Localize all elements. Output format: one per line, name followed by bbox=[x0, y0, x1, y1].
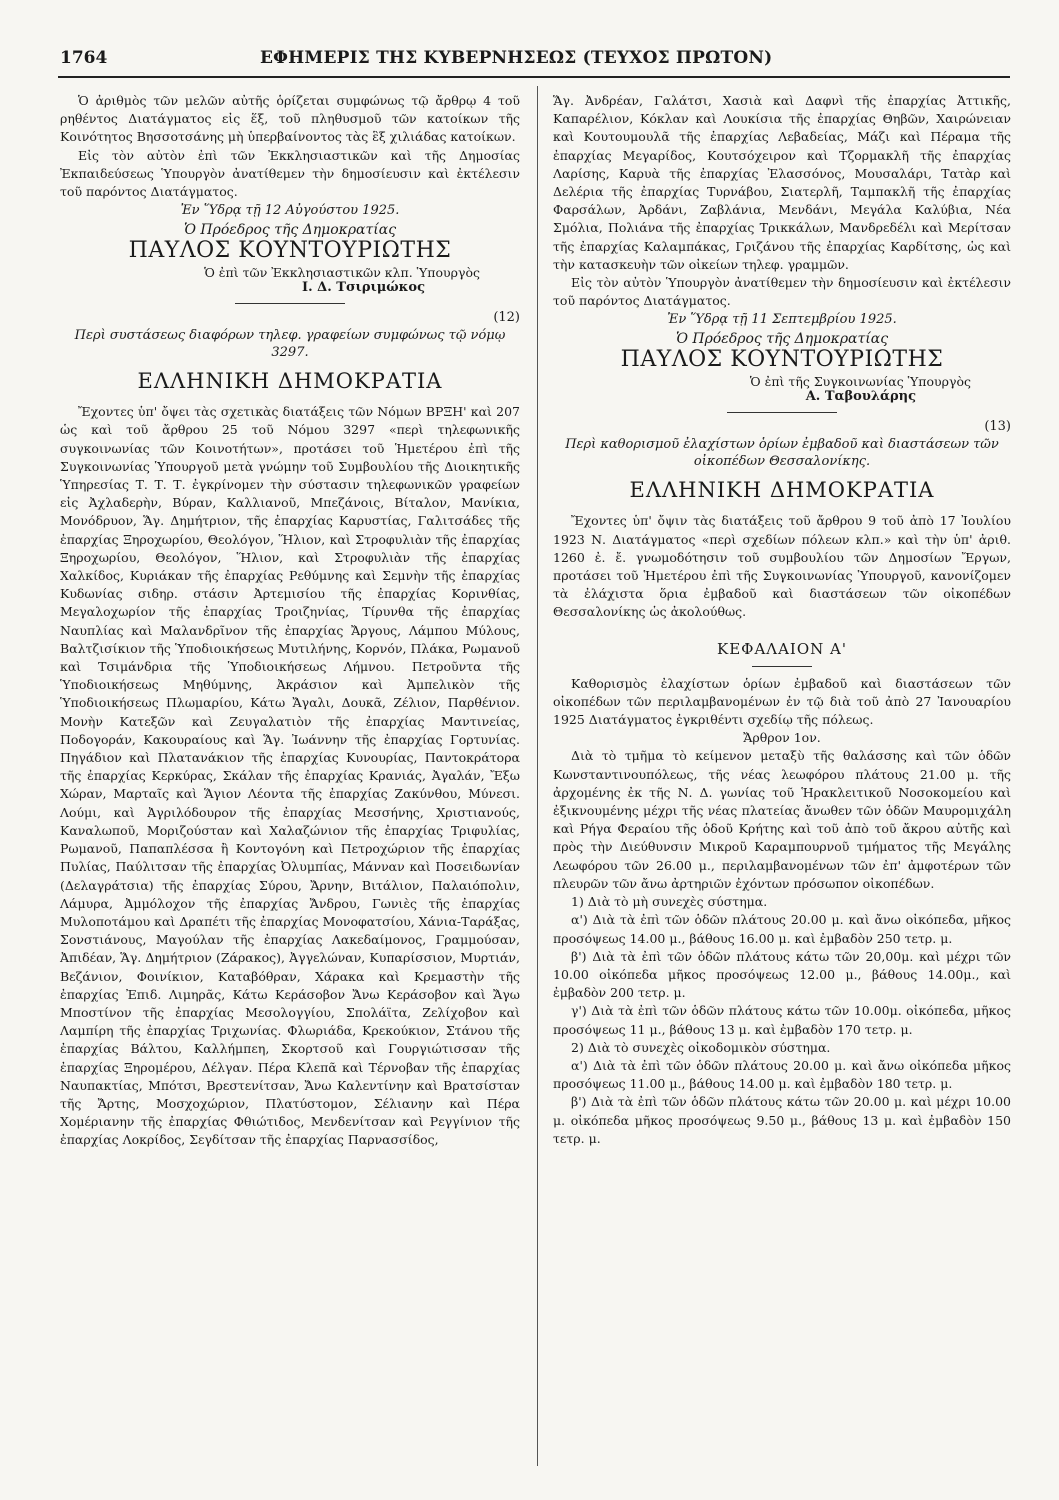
section-rule bbox=[235, 303, 345, 304]
header-rule bbox=[58, 76, 1010, 78]
decree-date: Ἐν Ὕδρᾳ τῇ 11 Σεπτεμβρίου 1925. bbox=[667, 312, 897, 328]
minister-name: Α. Ταβουλάρης bbox=[805, 389, 916, 405]
decree-body: Ἔχοντες ὑπ' ὄψει τὰς σχετικὰς διατάξεις τῶν Νόμων ΒΡΞΗ' καὶ 207 ὡς καὶ τοῦ ἄρθρου 25 τοῦ Νόμου 3297 «περὶ τηλεφωνικῆς συγκοινωνίας τῶν Κοινοτήτων», προτάσει τοῦ Ἡμετέρου ἐπὶ τῆς Συγκοινωνίας Ὑπουργοῦ μετὰ γνώμην τοῦ Συμβουλίου τῆς Διοικητικῆς Ὑπηρεσίας Τ. Τ. Τ. ἐγκρίνομεν τὴν σύστασιν τηλεφωνικῶν γραφείων εἰς Ἀχλαδερὴν, Βύραν, Καλλιανοῦ, Μπεζάνοις, Βίταλον, Μανίκια, Μονόδρυον, Ἅγ. Δημήτριον, τῆς ἐπαρχίας Καρυστίας, Γαλιτσάδες τῆς ἐπαρχίας Ξηροχωρίου, Θεολόγον, Ἥλιον, καὶ Στροφυλιὰν τῆς ἐπαρχίας Ξηροχωρίου, Θεολόγον, Ἥλιον, καὶ Στροφυλιὰν τῆς ἐπαρχίας Χαλκίδος, Κυριάκαν τῆς ἐπαρχίας Ρεθύμνης καὶ Σεμνὴν τῆς ἐπαρχίας Κυδωνίας σιδηρ. στάσιν Ἀρτεμισίου τῆς ἐπαρχίας Κορινθίας, Μεγαλοχωρίον τῆς ἐπαρχίας Τροιζηνίας, Τίρυνθα τῆς ἐπαρχίας Ναυπλίας καὶ Μαλανδρῖνον τῆς ἐπαρχίας Ἄργους, Λάμπου Μύλους, Βαλτζισίκιον τῆς Ὑποδιοικήσεως Μυτιλήνης, Κορνόν, Πλάκα, Ρωμανοῦ καὶ Τσιμάνδρια τῆς Ὑποδιοικήσεως Λήμνου. Πετροῦντα τῆς Ὑποδιοικήσεως Μηθύμνης, Ἀκράσιον καὶ Ἀμπελικὸν τῆς Ὑποδιοικήσεως Πλωμαρίου, Κάτω Ἄγαλι, Δουκᾶ, Ζέλιον, Παρθένιον. Μονὴν Κατεξῶν καὶ Ζευγαλατιὸν τῆς ἐπαρχίας Μαντινείας, Ποδογοράν, Κακουραίους καὶ Ἅγ. Ἰωάννην τῆς ἐπαρχίας Γορτυνίας. Πηγάδιον καὶ Πλατανάκιον τῆς ἐπαρχίας Κυνουρίας, Παντοκράτορα τῆς ἐπαρχίας Κερκύρας, Σκάλαν τῆς ἐπαρχίας Κρανιάς, Ἀγαλάν, Ἔξω Χώραν, Μαρταῖς καὶ Ἅγιον Λέοντα τῆς ἐπαρχίας Ζακύνθου, Μύνεσι. Λούμι, καὶ Ἀγριλόδουρον τῆς ἐπαρχίας Μεσσήνης, Χριστιανούς, Καναλωποῦ, Μοριζούσταν καὶ Χαλαζώνιον τῆς ἐπαρχίας Τριφυλίας, Ρωμανοῦ, Παπαπλέσσα ἢ Κοντογόνη καὶ Πετροχώριον τῆς ἐπαρχίας Πυλίας, Παύλιτσαν τῆς ἐπαρχίας Ὀλυμπίας, Μάνναν καὶ Ποσειδωνίαν (Δελαγράτσια) τῆς ἐπαρχίας Σύρου, Ἄρνην, Βιτάλιον, Παλαιόπολιν, Λάμυρα, Ἀμμόλοχον τῆς ἐπαρχίας Ἄνδρου, Γωνιὲς τῆς ἐπαρχίας Μυλοποτάμου καὶ Δραπέτι τῆς ἐπαρχίας Μονοφατσίου, Χάνια-Ταράξας, Σονστιάνους, Μαγούλαν τῆς ἐπαρχίας Λακεδαίμονος, Γραμμούσαν, Ἀπιδέαν, Ἅγ. Δημήτριον (Ζάρακος), Ἀγγελώναν, Κυπαρίσσιον, Μυρτιάν, Βεζάνιον, Φοινίκιον, Καταβόθραν, Χάρακα καὶ Κρεμαστὴν τῆς ἐπαρχίας Ἐπιδ. Λιμηρᾶς, Κάτω Κεράσοβον Ἄνω Κεράσοβον καὶ Ἄγω Μποστίνον τῆς ἐπαρχίας Μεσολογγίου, Σπολάϊτα, Ζελίχοβον καὶ Λαμπίρη τῆς ἐπαρχίας Τριχωνίας. Φλωριάδα, Κρεκούκιον, Στάνου τῆς ἐπαρχίας Βάλτου, Καλλήμπεη, Σκορτσοῦ καὶ Γουργιώτισσαν τῆς ἐπαρχίας Ξηρομέρου, Δέλγαν. Πέρα Κλεπᾶ καὶ Τέρνοβαν τῆς ἐπαρχίας Ναυπακτίας, Μπότσι, Βρεστενίτσαν, Ἄνω Καλεντίνην καὶ Βρατσίσταν τῆς Ἄρτης, Μοσχοχώριον, Πλατύστομον, Σέλιανην καὶ Πέρα Χομέριανην τῆς ἐπαρχίας Φθιώτιδος, Μενδενίτσαν καὶ Ρεγγίνιον τῆς ἐπαρχίας Λοκρίδος, Σεγδίτσαν τῆς ἐπαρχίας Παρνασσίδος, bbox=[60, 404, 521, 1148]
column-divider bbox=[537, 86, 538, 1466]
decree-number: (13) bbox=[984, 419, 1011, 435]
list-item: γ') Διὰ τὰ ἐπὶ τῶν ὁδῶν πλάτους κάτω τῶν 10.00μ. οἰκόπεδα, μῆκος προσόψεως 11 μ., βάθους 13 μ. καὶ ἐμβαδὸν 170 τετρ. μ. bbox=[553, 1003, 1011, 1037]
paragraph: Ὁ ἀριθμὸς τῶν μελῶν αὐτῆς ὁρίζεται συμφώνως τῷ ἄρθρῳ 4 τοῦ ρηθέντος Διατάγματος εἰς ἕξ, τοῦ πληθυσμοῦ τῶν κατοίκων τῆς Κοινότητος Βησσοτσάνης μὴ ὑπερβαίνοντος τὰς ἓξ χιλιάδας κατοίκων. bbox=[60, 93, 520, 145]
left-column bbox=[60, 92, 520, 1150]
president-label: Ὁ Πρόεδρος τῆς Δημοκρατίας bbox=[183, 222, 397, 239]
list-item: 1) Διὰ τὸ μὴ συνεχὲς σύστημα. bbox=[571, 894, 768, 910]
page-header bbox=[60, 48, 1010, 78]
list-item: β') Διὰ τὰ ἐπὶ τῶν ὁδῶν πλάτους κάτω τῶν 20,00μ. καὶ μέχρι τῶν 10.00 οἰκόπεδα μῆκος προσόψεως 12.00 μ., βάθους 14.00μ., καὶ ἐμβαδὸν 200 τετρ. μ. bbox=[553, 948, 1011, 1001]
president-name: ΠΑΥΛΟΣ ΚΟΥΝΤΟΥΡΙΩΤΗΣ bbox=[620, 347, 944, 373]
article-heading: Ἄρθρον 1ον. bbox=[743, 730, 821, 746]
chapter-text: Καθορισμὸς ἐλαχίστων ὁρίων ἐμβαδοῦ καὶ διαστάσεων τῶν οἰκοπέδων τῶν περιλαμβανομένων ἐν τῷ διὰ τοῦ ἀπὸ 27 Ἰανουαρίου 1925 Διατάγματος ἐγκριθέντι σχεδίῳ τῆς πόλεως. bbox=[553, 675, 1011, 728]
page-number: 1764 bbox=[60, 48, 108, 68]
minister-name: Ι. Δ. Τσιριμώκος bbox=[302, 280, 425, 296]
article-text: Διὰ τὸ τμῆμα τὸ κείμενον μεταξὺ τῆς θαλάσσης καὶ τῶν ὁδῶν Κωνσταντινουπόλεως, τῆς νέας λεωφόρου πλάτους 21.00 μ. τῆς ἀρχομένης ἐκ τῆς Ν. Δ. γωνίας τοῦ Ἡρακλειτικοῦ Νοσοκομείου καὶ ἐξικνουμένης μέχρι τῆς νέας πλατείας ἄνωθεν τῶν ὁδῶν Μαυρομιχάλη καὶ Ρήγα Φεραίου τῆς ὁδοῦ Κρήτης καὶ τοῦ ἀπὸ τοῦ ἄκρου αὐτῆς καὶ πρὸς τὴν Διεύθυνσιν Μικροῦ Καραμπουρνοῦ τμήματος τῆς Μεγάλης Λεωφόρου τῶν 26.00 μ., περιλαμβανομένων τῶν ἐπ' ἀμφοτέρων τῶν πλευρῶν τῶν ἄνω ἀρτηριῶν ἐχόντων πρόσωπον οἰκοπέδων. bbox=[553, 748, 1011, 891]
decree-subject: Περὶ συστάσεως διαφόρων τηλεφ. γραφείων συμφώνως τῷ νόμῳ 3297. bbox=[74, 328, 506, 361]
section-rule bbox=[727, 412, 837, 413]
minister-role: Ὁ ἐπὶ τῆς Συγκοινωνίας Ὑπουργὸς bbox=[749, 374, 971, 390]
paragraph: Ἅγ. Ἀνδρέαν, Γαλάτσι, Χασιὰ καὶ Δαφνὶ τῆς ἐπαρχίας Ἀττικῆς, Καπαρέλιον, Κόκλαν καὶ Λουκίσια τῆς ἐπαρχίας Θηβῶν, Χαιρώνειαν καὶ Κουτουμουλᾶ τῆς ἐπαρχίας Λεβαδείας, Μάζι καὶ Πέραμα τῆς ἐπαρχίας Μεγαρίδος, Κουτσόχειρον καὶ Τζορμακλῆ τῆς ἐπαρχίας Λαρίσης, Καρυὰ τῆς ἐπαρχίας Ἐλασσόνος, Μουσαλάρι, Τατὰρ καὶ Δελέρια τῆς ἐπαρχίας Τυρνάβου, Σιατερλῆ, Ταμπακλῆ τῆς ἐπαρχίας Φαρσάλων, Ἀρδάνι, Ζαβλάνια, Μενδάνι, Μεγάλα Καλύβια, Νέα Σμόλια, Πολιάνα τῆς ἐπαρχίας Τρικκάλων, Μανδρεδέλι καὶ Μερίτσαν τῆς ἐπαρχίας Καλαμπάκας, Γριζάνου τῆς ἐπαρχίας Καρδίτσης, ὡς καὶ τὴν κατασκευὴν τῶν οἰκείων τηλεφ. γραμμῶν. bbox=[553, 93, 1011, 272]
decree-number: (12) bbox=[493, 310, 520, 326]
list-item: α') Διὰ τὰ ἐπὶ τῶν ὁδῶν πλάτους 20.00 μ. καὶ ἄνω οἰκόπεδα μῆκος προσόψεως 11.00 μ., βάθους 14.00 μ. καὶ ἐμβαδὸν 180 τετρ. μ. bbox=[553, 1057, 1011, 1092]
gazette-title: ΕΦΗΜΕΡΙΣ ΤΗΣ ΚΥΒΕΡΝΗΣΕΩΣ (ΤΕΥΧΟΣ ΠΡΩΤΟΝ) bbox=[260, 48, 773, 68]
president-name: ΠΑΥΛΟΣ ΚΟΥΝΤΟΥΡΙΩΤΗΣ bbox=[128, 238, 452, 264]
decree-preamble: Ἔχοντες ὑπ' ὄψιν τὰς διατάξεις τοῦ ἄρθρου 9 τοῦ ἀπὸ 17 Ἰουλίου 1923 Ν. Διατάγματος «περὶ σχεδίων πόλεων κλπ.» καὶ τὴν ὑπ' ἀριθ. 1260 ἐ. ἔ. γνωμοδότησιν τοῦ συμβουλίου τῶν Δημοσίων Ἔργων, προτάσει τοῦ Ἡμετέρου ἐπὶ τῆς Συγκοινωνίας Ὑπουργοῦ, κανονίζομεν τὰ ἐλάχιστα ὅρια ἐμβαδοῦ καὶ διαστάσεων τῶν οἰκοπέδων Θεσσαλονίκης ὡς ἀκολούθως. bbox=[553, 513, 1011, 620]
right-column bbox=[553, 92, 1011, 1148]
list-item: β') Διὰ τὰ ἐπὶ τῶν ὁδῶν πλάτους κάτω τῶν 20.00 μ. καὶ μέχρι 10.00 μ. οἰκόπεδα μῆκος προσόψεως 9.50 μ., βάθους 13 μ. καὶ ἐμβαδὸν 150 τετρ. μ. bbox=[553, 1094, 1011, 1146]
paragraph: Εἰς τὸν αὐτὸν ἐπὶ τῶν Ἐκκλησιαστικῶν καὶ τῆς Δημοσίας Ἐκπαιδεύσεως Ὑπουργὸν ἀνατίθεμεν τὴν δημοσίευσιν καὶ ἐκτέλεσιν τοῦ παρόντος Διατάγματος. bbox=[60, 147, 520, 200]
president-label: Ὁ Πρόεδρος τῆς Δημοκρατίας bbox=[675, 331, 889, 348]
chapter-heading: ΚΕΦΑΛΑΙΟΝ Α' bbox=[716, 639, 848, 658]
decree-date: Ἐν Ὕδρᾳ τῇ 12 Αὐγούστου 1925. bbox=[180, 203, 400, 219]
paragraph: Εἰς τὸν αὐτὸν Ὑπουργὸν ἀνατίθεμεν τὴν δημοσίευσιν καὶ ἐκτέλεσιν τοῦ παρόντος Διατάγματος. bbox=[553, 275, 1011, 309]
minister-role: Ὁ ἐπὶ τῶν Ἐκκλησιαστικῶν κλπ. Ὑπουργὸς bbox=[204, 265, 480, 281]
decree-subject: Περὶ καθορισμοῦ ἐλαχίστων ὁρίων ἐμβαδοῦ καὶ διαστάσεων τῶν οἰκοπέδων Θεσσαλονίκης. bbox=[565, 437, 999, 470]
list-item: α') Διὰ τὰ ἐπὶ τῶν ὁδῶν πλάτους 20.00 μ. καὶ ἄνω οἰκόπεδα, μῆκος προσόψεως 14.00 μ., βάθους 16.00 μ. καὶ ἐμβαδὸν 250 τετρ. μ. bbox=[553, 912, 1011, 946]
decree-heading: ΕΛΛΗΝΙΚΗ ΔΗΜΟΚΡΑΤΙΑ bbox=[137, 369, 443, 394]
list-item: 2) Διὰ τὸ συνεχὲς οἰκοδομικὸν σύστημα. bbox=[571, 1039, 831, 1055]
decree-heading: ΕΛΛΗΝΙΚΗ ΔΗΜΟΚΡΑΤΙΑ bbox=[629, 478, 935, 503]
chapter-rule bbox=[752, 666, 812, 667]
